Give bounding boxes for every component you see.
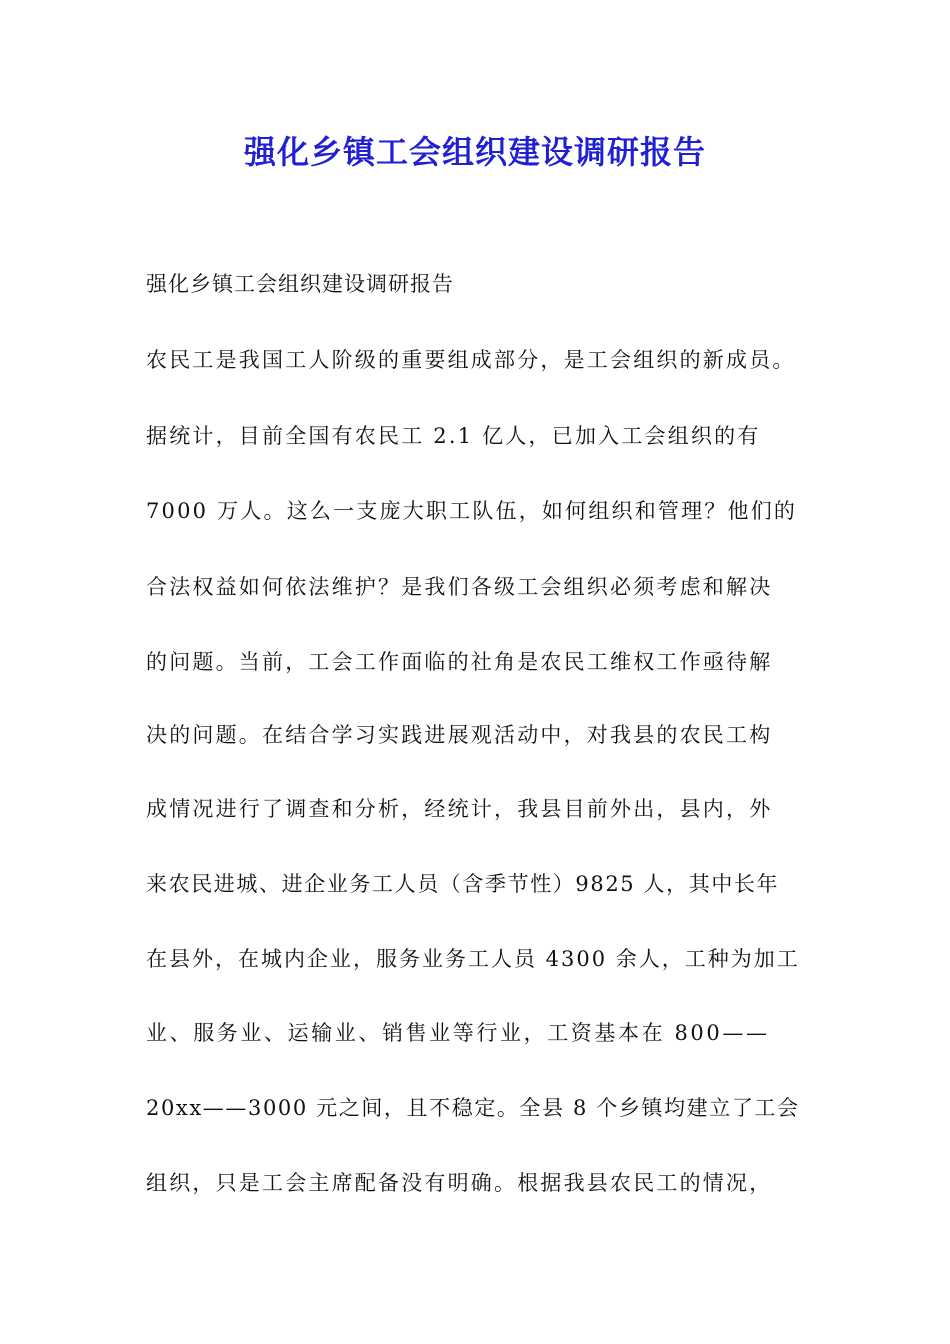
- body-line: 成情况进行了调查和分析，经统计，我县目前外出，县内，外: [146, 797, 773, 821]
- body-line: 业、服务业、运输业、销售业等行业，工资基本在 800——: [146, 1021, 770, 1045]
- body-line: 组织，只是工会主席配备没有明确。根据我县农民工的情况，: [146, 1171, 773, 1195]
- body-line: 农民工是我国工人阶级的重要组成部分，是工会组织的新成员。: [146, 348, 796, 372]
- body-line: 在县外，在城内企业，服务业务工人员 4300 余人，工种为加工: [146, 947, 800, 971]
- body-line: 据统计，目前全国有农民工 2.1 亿人，已加入工会组织的有: [146, 424, 761, 448]
- body-line: 20xx——3000 元之间，且不稳定。全县 8 个乡镇均建立了工会: [146, 1096, 800, 1120]
- body-line: 的问题。当前，工会工作面临的社角是农民工维权工作亟待解: [146, 650, 773, 674]
- body-line: 7000 万人。这么一支庞大职工队伍，如何组织和管理？他们的: [146, 499, 798, 523]
- document-subtitle: 强化乡镇工会组织建设调研报告: [146, 272, 454, 296]
- body-line: 决的问题。在结合学习实践进展观活动中，对我县的农民工构: [146, 723, 773, 747]
- body-line: 来农民进城、进企业务工人员（含季节性）9825 人，其中长年: [146, 872, 780, 896]
- body-line: 合法权益如何依法维护？是我们各级工会组织必须考虑和解决: [146, 575, 773, 599]
- document-title: 强化乡镇工会组织建设调研报告: [243, 133, 706, 171]
